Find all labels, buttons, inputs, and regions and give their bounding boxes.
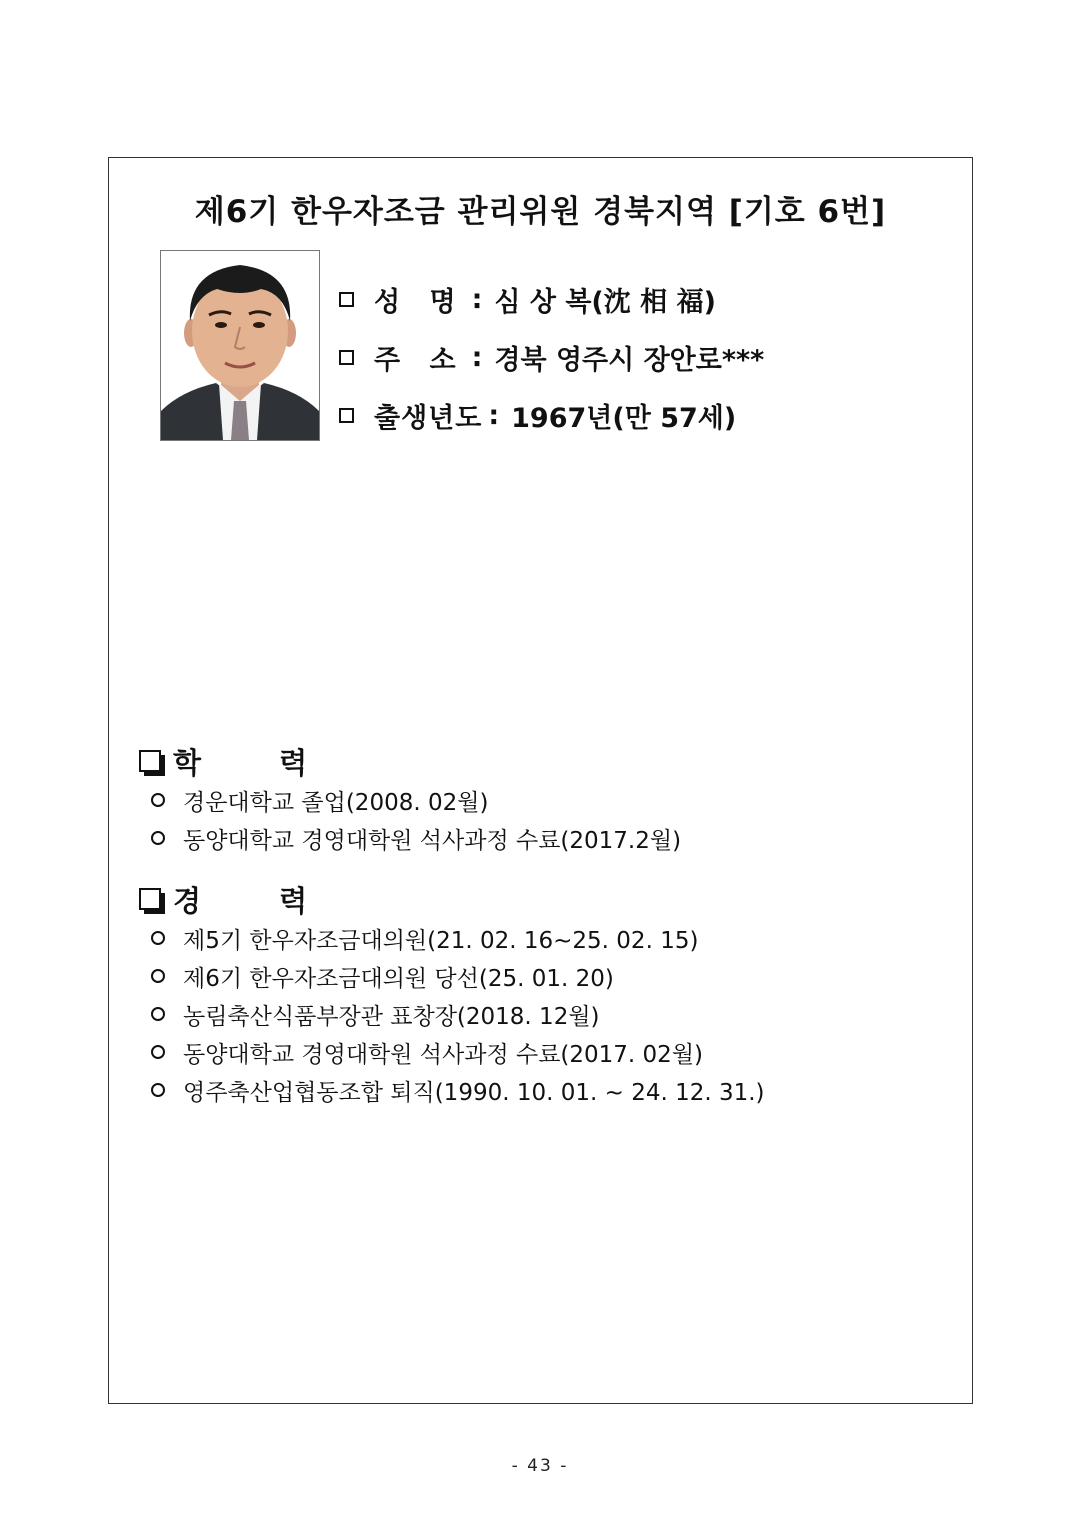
career-section [139, 879, 765, 1109]
shadow-box-icon [139, 750, 161, 772]
colon-separator: : [471, 283, 483, 315]
section-title: 학 력 [173, 745, 342, 780]
circle-bullet-icon [151, 969, 165, 983]
list-item [151, 995, 765, 1033]
circle-bullet-icon [151, 1045, 165, 1059]
info-label: 주 소 [374, 344, 466, 376]
list-item-text: 동양대학교 경영대학원 석사과정 수료(2017. 02월) [183, 1041, 704, 1068]
list-item-text: 농림축산식품부장관 표창장(2018. 12월) [183, 1003, 600, 1030]
checkbox-square-icon [339, 350, 354, 365]
info-label: 출생년도 [374, 402, 483, 434]
page-number: - 43 - [511, 1456, 569, 1476]
info-value: 1967년(만 57세) [511, 402, 737, 434]
info-row-birth-year [339, 386, 764, 444]
circle-bullet-icon [151, 1083, 165, 1097]
portrait-image [161, 251, 319, 440]
info-value: 심 상 복(沈 相 福) [494, 286, 716, 318]
info-label: 성 명 [374, 286, 466, 318]
page-title: 제6기 한우자조금 관리위원 경북지역 [기호 6번] [194, 194, 887, 230]
checkbox-square-icon [339, 292, 354, 307]
info-value: 경북 영주시 장안로*** [494, 344, 765, 376]
colon-separator: : [471, 341, 483, 373]
circle-bullet-icon [151, 931, 165, 945]
basic-info [339, 270, 764, 444]
career-heading [139, 879, 765, 919]
list-item [151, 957, 765, 995]
colon-separator: : [488, 399, 500, 431]
list-item [151, 1033, 765, 1071]
circle-bullet-icon [151, 831, 165, 845]
list-item-text: 동양대학교 경영대학원 석사과정 수료(2017.2월) [183, 827, 682, 854]
circle-bullet-icon [151, 793, 165, 807]
list-item-text: 제5기 한우자조금대의원(21. 02. 16~25. 02. 15) [183, 927, 699, 954]
education-section [139, 741, 681, 857]
info-row-name [339, 270, 764, 328]
checkbox-square-icon [339, 408, 354, 423]
list-item-text: 제6기 한우자조금대의원 당선(25. 01. 20) [183, 965, 614, 992]
list-item [151, 919, 765, 957]
list-item [151, 1071, 765, 1109]
circle-bullet-icon [151, 1007, 165, 1021]
list-item-text: 경운대학교 졸업(2008. 02월) [183, 789, 489, 816]
list-item [151, 819, 681, 857]
list-item-text: 영주축산업협동조합 퇴직(1990. 10. 01. ~ 24. 12. 31.) [183, 1079, 765, 1106]
education-heading [139, 741, 681, 781]
list-item [151, 781, 681, 819]
info-row-address [339, 328, 764, 386]
shadow-box-icon [139, 888, 161, 910]
candidate-profile-frame [108, 157, 973, 1404]
candidate-photo [160, 250, 320, 441]
section-title: 경 력 [173, 883, 342, 918]
